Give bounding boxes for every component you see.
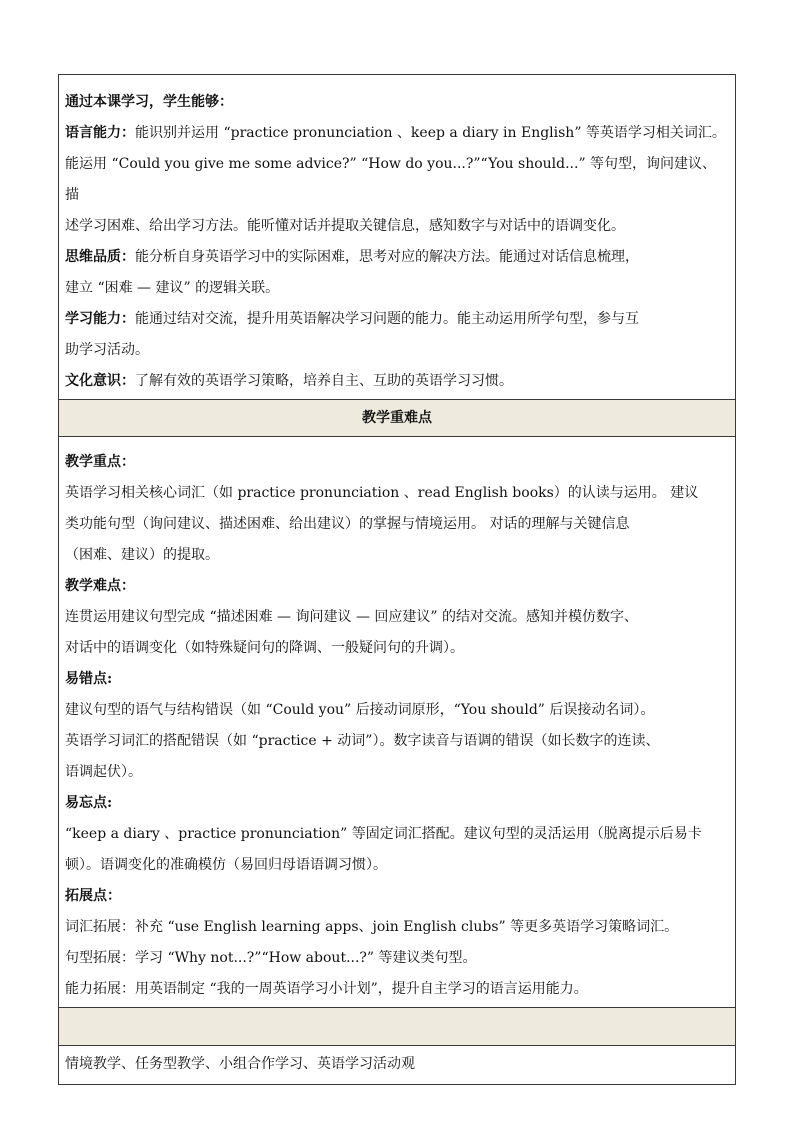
error-prone-text: 语调起伏）。 bbox=[65, 764, 142, 780]
objective-learning bbox=[65, 304, 729, 335]
extension-text: 能力拓展：用英语制定 “我的一周英语学习小计划”，提升自主学习的语言运用能力。 bbox=[65, 981, 588, 997]
objectives-cell bbox=[59, 75, 736, 400]
easy-forget-text: “keep a diary 、practice pronunciation” 等固定词汇搭配。建议句型的灵活运用（脱离提示后易卡 bbox=[65, 826, 702, 842]
focus-text: （困难、建议）的提取。 bbox=[65, 547, 219, 563]
objective-text: 了解有效的英语学习策略，培养自主、互助的英语学习习惯。 bbox=[135, 373, 513, 389]
key-points-header-row bbox=[59, 400, 736, 437]
easy-forget-text: 顿）。语调变化的准确模仿（易回归母语语调习惯）。 bbox=[65, 857, 387, 873]
objective-text: 能识别并运用 “practice pronunciation 、keep a diary in English” 等英语学习相关词汇。 bbox=[135, 125, 726, 141]
error-prone-text: 英语学习词汇的搭配错误（如 “practice + 动词”）。数字读音与语调的错误（如长数字的连读、 bbox=[65, 733, 660, 749]
extension-label: 拓展点： bbox=[65, 888, 121, 904]
extension-text: 词汇拓展：补充 “use English learning apps、join English clubs” 等更多英语学习策略词汇。 bbox=[65, 919, 679, 935]
objectives-intro: 通过本课学习，学生能够： bbox=[65, 94, 233, 110]
methods-row bbox=[59, 1046, 736, 1085]
objective-text: 助学习活动。 bbox=[65, 342, 149, 358]
methods-header-row bbox=[59, 1008, 736, 1046]
easy-forget-label: 易忘点: bbox=[65, 795, 113, 811]
objective-text: 能运用 “Could you give me some advice?” “How do you...?”“You should...” 等句型，询问建议、描 bbox=[65, 156, 717, 203]
key-points-cell bbox=[59, 437, 736, 1008]
methods-cell: 情境教学、任务型教学、小组合作学习、英语学习活动观 bbox=[59, 1046, 736, 1085]
focus-label: 教学重点： bbox=[65, 454, 135, 470]
objective-text: 建立 “困难 — 建议” 的逻辑关联。 bbox=[65, 280, 280, 296]
error-prone-label: 易错点: bbox=[65, 671, 113, 687]
key-points-header: 教学重难点 bbox=[59, 400, 736, 437]
difficulty-text: 对话中的语调变化（如特殊疑问句的降调、一般疑问句的升调）。 bbox=[65, 640, 464, 656]
objective-text: 能分析自身英语学习中的实际困难，思考对应的解决方法。能通过对话信息梳理， bbox=[135, 249, 639, 265]
objective-label: 文化意识： bbox=[65, 373, 135, 389]
methods-header bbox=[59, 1008, 736, 1046]
objective-language bbox=[65, 118, 729, 149]
objective-text: 述学习困难、给出学习方法。能听懂对话并提取关键信息，感知数字与对话中的语调变化。 bbox=[65, 218, 625, 234]
objective-text: 能通过结对交流，提升用英语解决学习问题的能力。能主动运用所学句型，参与互 bbox=[135, 311, 639, 327]
error-prone-text: 建议句型的语气与结构错误（如 “Could you” 后接动词原形，“You should” 后误接动名词）。 bbox=[65, 702, 655, 718]
objective-label: 思维品质： bbox=[65, 249, 135, 265]
objective-culture bbox=[65, 366, 729, 397]
difficulty-label: 教学难点： bbox=[65, 578, 135, 594]
extension-text: 句型拓展：学习 “Why not...?”“How about...?” 等建议类句型。 bbox=[65, 950, 477, 966]
focus-text: 类功能句型（询问建议、描述困难、给出建议）的掌握与情境运用。 对话的理解与关键信息 bbox=[65, 516, 630, 532]
key-points-row bbox=[59, 437, 736, 1008]
lesson-plan-table bbox=[58, 74, 736, 1085]
objectives-row bbox=[59, 75, 736, 400]
focus-text: 英语学习相关核心词汇（如 practice pronunciation 、read English books）的认读与运用。 建议 bbox=[65, 485, 699, 501]
objective-label: 语言能力： bbox=[65, 125, 135, 141]
objective-thinking bbox=[65, 242, 729, 273]
difficulty-text: 连贯运用建议句型完成 “描述困难 — 询问建议 — 回应建议” 的结对交流。感知并模仿数字、 bbox=[65, 609, 639, 625]
objective-label: 学习能力： bbox=[65, 311, 135, 327]
